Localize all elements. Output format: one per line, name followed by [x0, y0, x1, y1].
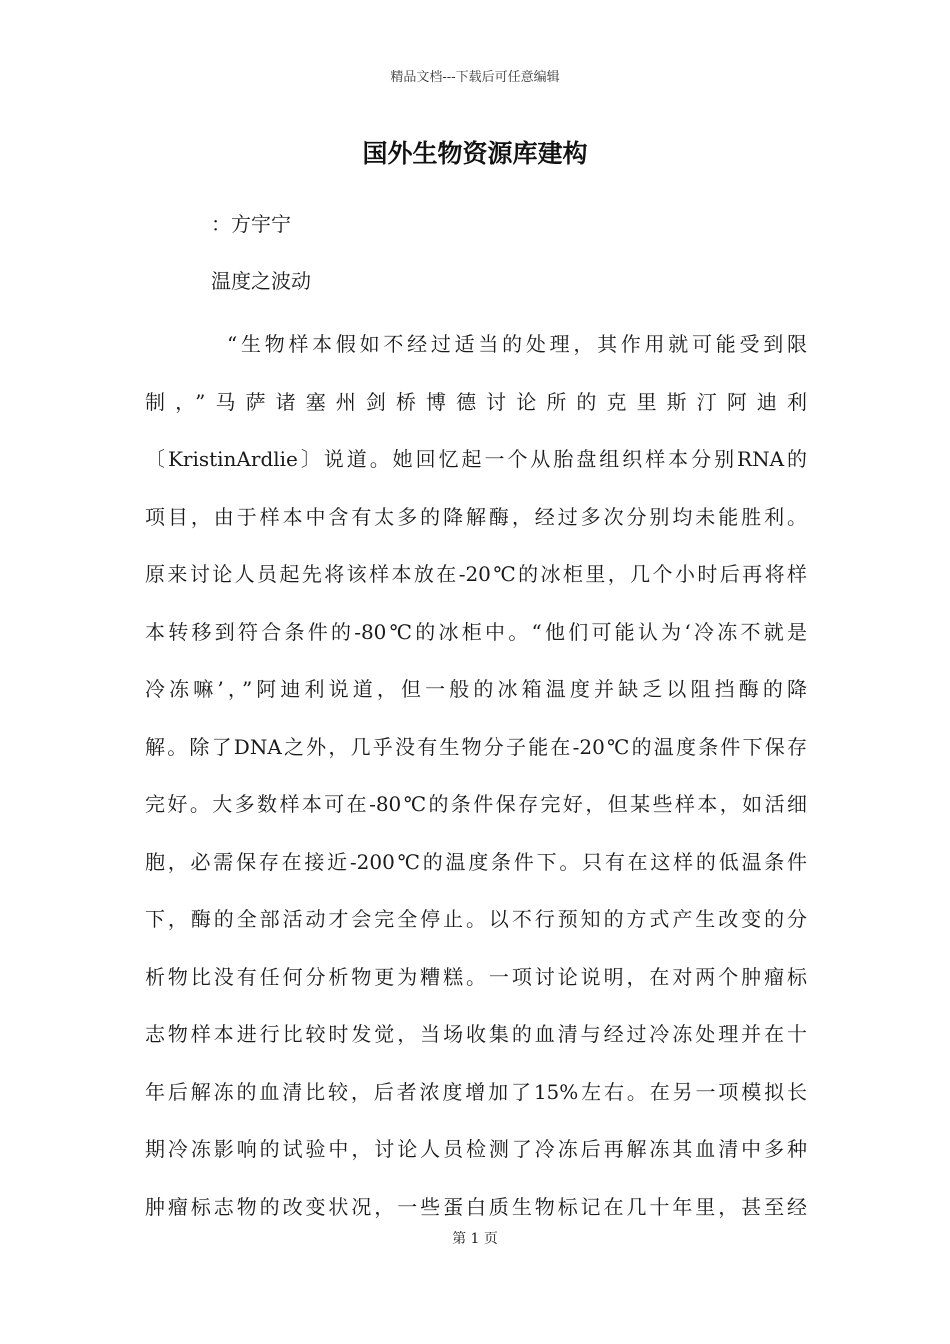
paragraph-line: 冷冻嘛’，”阿迪利说道，但一般的冰箱温度并缺乏以阻挡酶的降: [145, 677, 807, 701]
paragraph-line: 肿瘤标志物的改变状况，一些蛋白质生物标记在几十年里，甚至经: [145, 1194, 807, 1219]
paragraph-line: 胞，必需保存在接近-200℃的温度条件下。只有在这样的低温条件: [145, 849, 807, 874]
paragraph-line: “生物样本假如不经过适当的处理，其作用就可能受到限: [227, 332, 807, 356]
paragraph-line: 年后解冻的血清比较，后者浓度增加了15%左右。在另一项模拟长: [145, 1079, 807, 1104]
paragraph-line: 志物样本进行比较时发觉，当场收集的血清与经过冷冻处理并在十: [145, 1022, 807, 1046]
paragraph-line: 完好。大多数样本可在-80℃的条件保存完好，但某些样本，如活细: [145, 792, 807, 816]
paragraph-line: 原来讨论人员起先将该样本放在-20℃的冰柜里，几个小时后再将样: [145, 562, 807, 586]
paragraph-line: 〔KristinArdlie〕说道。她回忆起一个从胎盘组织样本分别RNA的: [145, 447, 807, 471]
body-paragraph: [145, 316, 807, 1236]
document-title: 国外生物资源库建构: [362, 139, 588, 168]
section-heading: 温度之波动: [211, 269, 311, 293]
author-line: ：方宇宁: [211, 212, 291, 236]
paragraph-line: 析物比没有任何分析物更为糟糕。一项讨论说明，在对两个肿瘤标: [145, 964, 807, 989]
paragraph-line: 期冷冻影响的试验中，讨论人员检测了冷冻后再解冻其血清中多种: [145, 1137, 807, 1161]
page-header: 精品文档---下载后可任意编辑: [390, 70, 560, 85]
paragraph-line: 下，酶的全部活动才会完全停止。以不行预知的方式产生改变的分: [145, 907, 807, 931]
paragraph-line: 项目，由于样本中含有太多的降解酶，经过多次分别均未能胜利。: [145, 504, 807, 529]
paragraph-line: 制，”马萨诸塞州剑桥博德讨论所的克里斯汀阿迪利: [145, 389, 807, 414]
page-number: 第 1 页: [452, 1231, 498, 1247]
paragraph-line: 解。除了DNA之外，几乎没有生物分子能在-20℃的温度条件下保存: [145, 734, 807, 759]
paragraph-line: 本转移到符合条件的-80℃的冰柜中。“他们可能认为‘冷冻不就是: [145, 619, 807, 644]
